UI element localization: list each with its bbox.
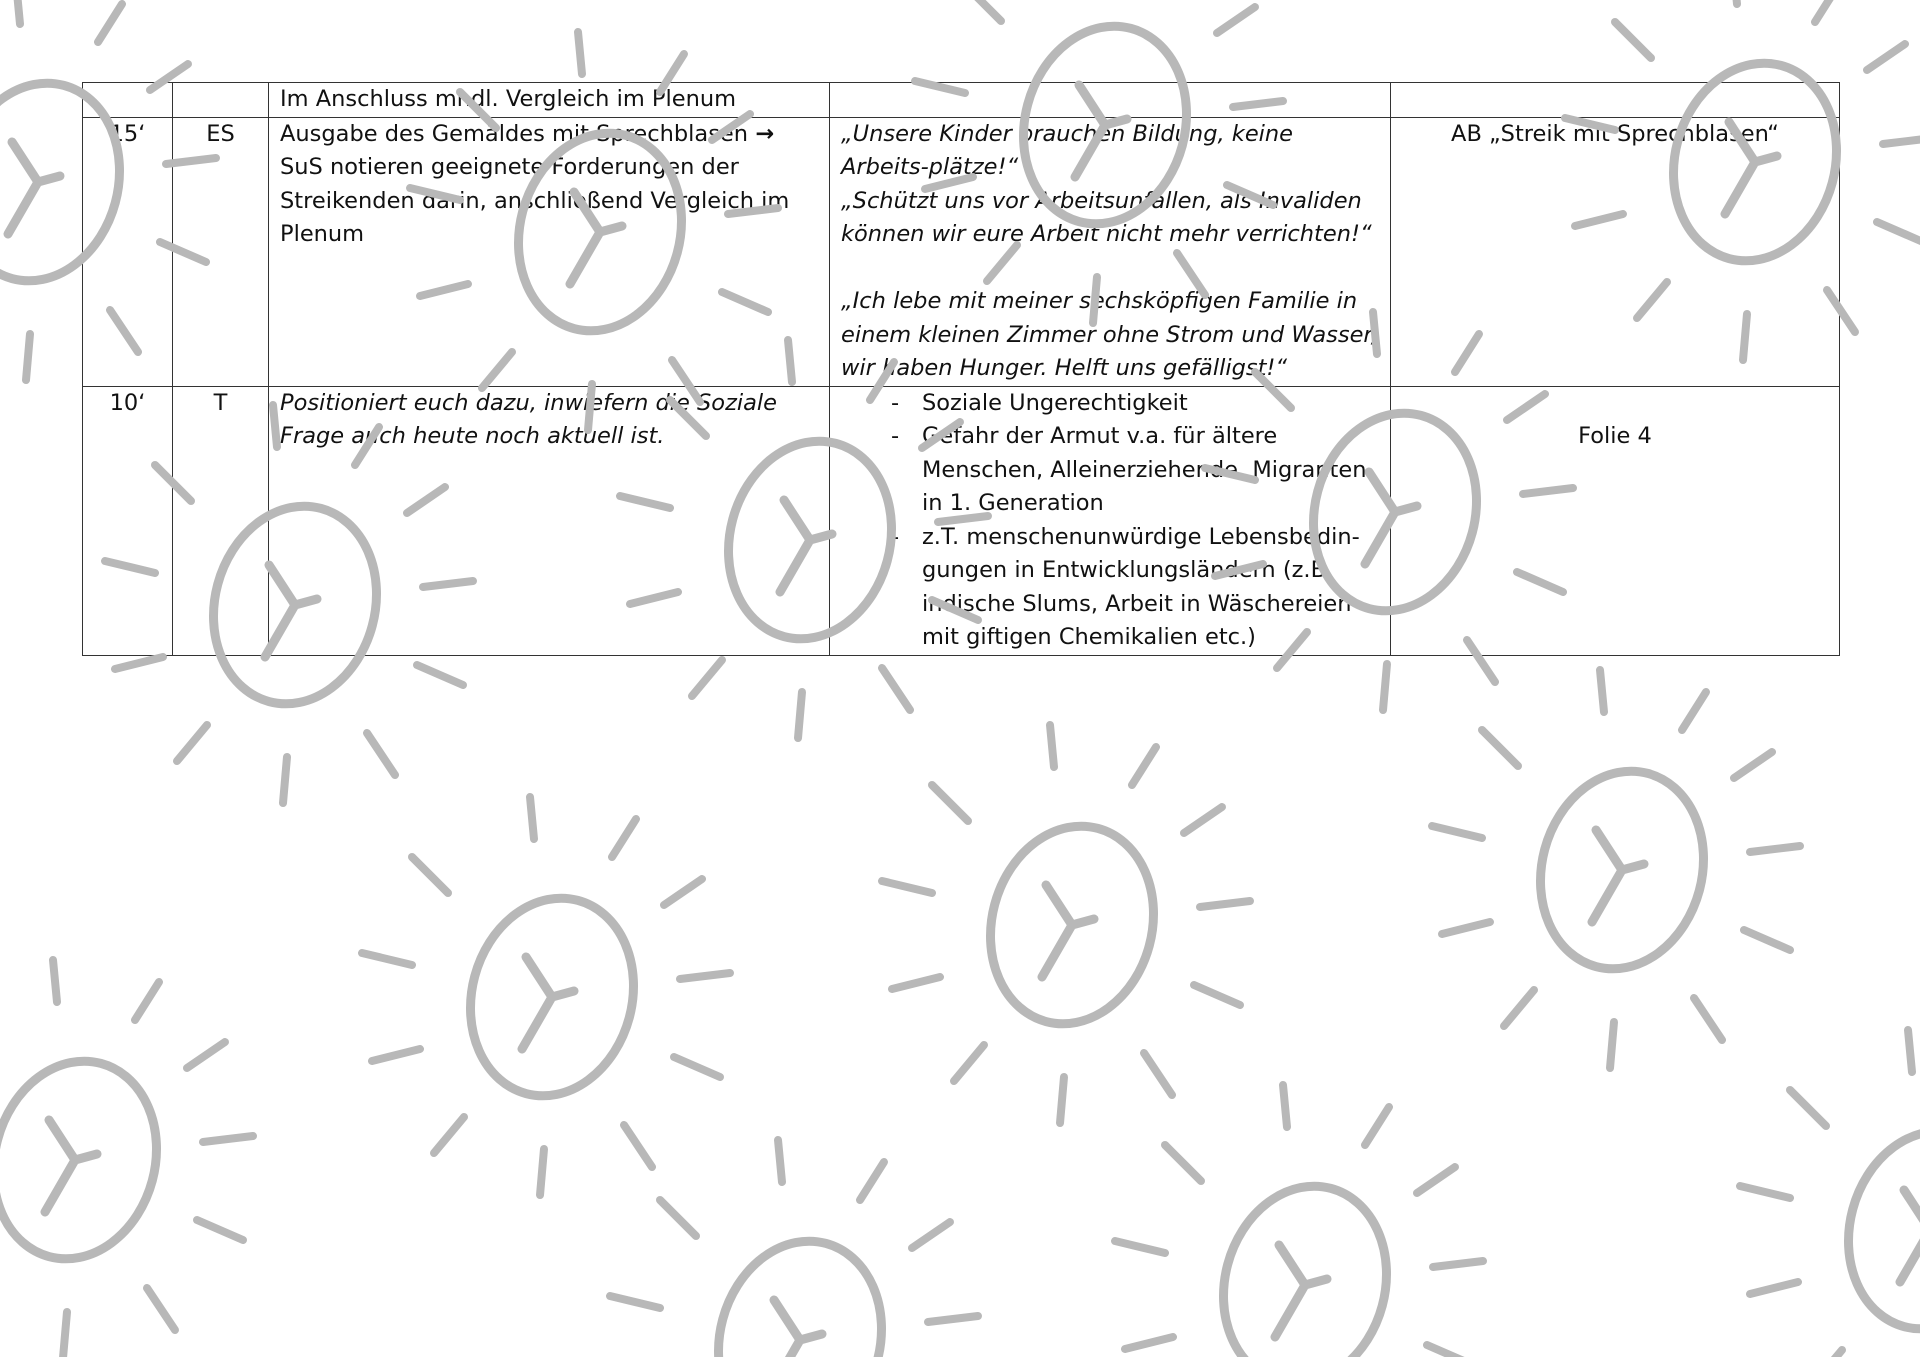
quote-text: „Ich lebe mit meiner sechsköpfigen Familie in einem kleinen Zimmer ohne Strom und Wasser, wir haben Hunger. Helft uns gefälligst!“ <box>841 288 1378 381</box>
clock-sun-icon <box>362 797 730 1195</box>
social-form-cell: T <box>173 386 269 655</box>
list-item <box>841 420 1379 521</box>
expectation-cell <box>830 117 1391 386</box>
list-item-text: z.T. menschenunwürdige Lebensbedin-gungen in Entwicklungsländern (z.B. indische Slums, Arbeit in Wäschereien mit giftigen Chemikalien etc.) <box>922 523 1360 650</box>
activity-cell: Positioniert euch dazu, inwiefern die Soziale Frage auch heute noch aktuell ist. <box>269 386 830 655</box>
expectation-cell <box>830 386 1391 655</box>
clock-sun-icon <box>610 1140 978 1357</box>
table-row <box>83 117 1840 386</box>
list-item <box>841 521 1379 655</box>
quote-text: „Unsere Kinder brauchen Bildung, keine Arbeits-plätze!“ <box>841 120 1294 180</box>
quote-text: „Schützt uns vor Arbeitsunfällen, als Invaliden können wir eure Arbeit nicht mehr verrichten!“ <box>841 187 1372 247</box>
clock-sun-icon <box>0 960 253 1357</box>
dash-bullet: - <box>891 389 900 416</box>
material-text: Folie 4 <box>1578 423 1652 449</box>
clock-sun-icon <box>1740 1030 1920 1357</box>
material-cell <box>1391 386 1840 655</box>
arrow-right-icon: → <box>755 120 775 147</box>
material-cell <box>1391 83 1840 118</box>
time-cell: 10‘ <box>83 386 173 655</box>
clock-sun-icon <box>1432 670 1800 1068</box>
social-form-cell <box>173 83 269 118</box>
expectation-cell <box>830 83 1391 118</box>
list-item <box>841 387 1379 421</box>
time-cell: 15‘ <box>83 117 173 386</box>
table-row <box>83 83 1840 118</box>
list-item-text: Soziale Ungerechtigkeit <box>922 389 1188 416</box>
activity-cell: Im Anschluss mndl. Vergleich im Plenum <box>269 83 830 118</box>
activity-text: Ausgabe des Gemäldes mit Sprechblasen <box>280 120 749 147</box>
material-cell: AB „Streik mit Sprechblasen“ <box>1391 117 1840 386</box>
dash-bullet: - <box>891 523 900 550</box>
clock-sun-icon <box>1115 1085 1483 1357</box>
list-item-text: Gefahr der Armut v.a. für ältere Menschen, Alleinerziehende, Migranten in 1. Generation <box>922 423 1367 516</box>
dash-bullet: - <box>891 423 900 449</box>
social-form-cell: ES <box>173 117 269 386</box>
activity-text: SuS notieren geeignete Forderungen der Streikenden darin, anschließend Vergleich im Plenum <box>280 154 790 247</box>
expectation-list <box>841 387 1379 655</box>
table-row <box>83 386 1840 655</box>
spacer <box>841 252 1379 286</box>
clock-sun-icon <box>882 725 1250 1123</box>
lesson-plan-table <box>82 82 1840 656</box>
activity-cell <box>269 117 830 386</box>
time-cell <box>83 83 173 118</box>
